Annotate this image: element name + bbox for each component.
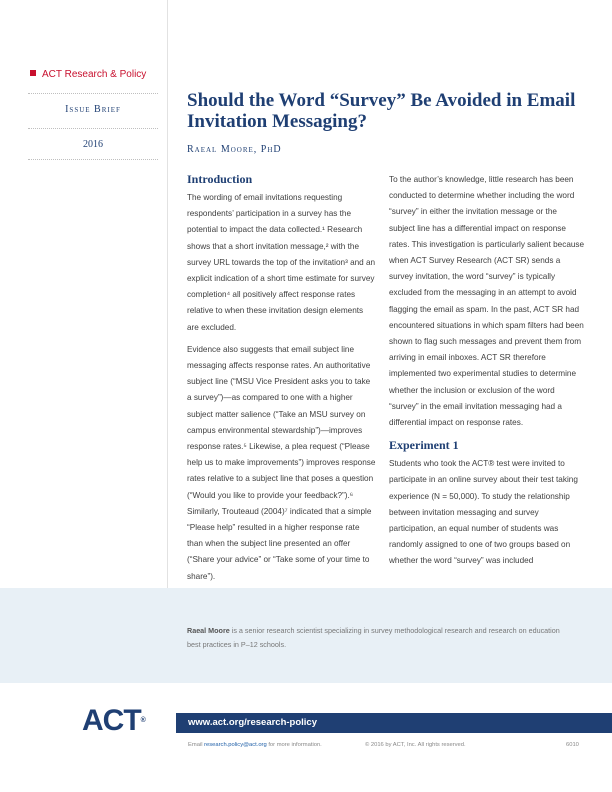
sidebar-divider <box>28 159 158 160</box>
copyright-text: © 2016 by ACT, Inc. All rights reserved. <box>365 742 466 748</box>
brand-label <box>30 69 146 80</box>
bio-text: is a senior research scientist specializing in survey methodological research and research on education best practices in P–12 schools. <box>187 626 560 649</box>
act-logo <box>82 706 146 736</box>
brand-square-icon <box>30 70 36 76</box>
doc-type-label: Issue Brief <box>65 104 121 115</box>
year-label: 2016 <box>83 139 103 150</box>
body-paragraph: To the author’s knowledge, little research has been conducted to determine whether including the word “survey” in either the invitation message or the subject line has a differential impact on response rates. This investigation is particularly salient because when ACT Survey Research (ACT SR) sends a survey invitation, the word “survey” is typically excluded from the messaging in an attempt to avoid flagging the email as spam. In the past, ACT SR had encountered situations in which spam filters had been shown to flag such messages and prevent them from arriving in email inboxes. ACT SR therefore implemented two experimental studies to determine whether the inclusion or exclusion of the word “survey” in the email invitation messaging had a differential impact on response rates. <box>389 175 585 428</box>
section-heading-introduction: Introduction <box>187 172 253 186</box>
website-link[interactable]: www.act.org/research-policy <box>188 717 317 728</box>
section-heading-experiment-1: Experiment 1 <box>389 438 459 453</box>
email-link[interactable]: research.policy@act.org <box>204 742 267 748</box>
document-code: 6010 <box>566 742 579 748</box>
body-paragraph: The wording of email invitations requesting respondents’ participation in a survey has the potential to impact the data collected.¹ Research shows that a short invitation message,² with the survey URL towards the top of the invitation³ and an explicit indication of a short time estimate for survey completion⁴ all positively affect response rates relative to when these invitation design elements are excluded. <box>187 193 376 332</box>
body-paragraph: Evidence also suggests that email subject line messaging affects response rates. An authoritative subject line (“MSU Vice President asks you to take a survey”)—as compared to one with a higher subject matter salience (“Take an MSU survey on campus environmental stewardship”)—improves response rates.⁵ Likewise, a plea request (“Please help us to make improvements”) improves response rates relative to a subject line that poses a question (“Would you like to provide your feedback?”).⁶ Similarly, Trouteaud (2004)⁷ indicated that a simple “Please help” resulted in a higher response rate than when the subject line presented an offer (“Share your advice” or “Take some of your time to share”). <box>187 344 376 581</box>
page-title: Should the Word “Survey” Be Avoided in Email Invitation Messaging? <box>187 90 576 132</box>
brand-text: ACT Research & Policy <box>42 69 147 80</box>
email-line: Email research.policy@act.org for more information. <box>188 742 322 748</box>
right-column <box>389 172 585 576</box>
bio-author-name: Raeal Moore <box>187 626 230 635</box>
author-bio <box>187 624 572 652</box>
logo-registered-mark: ® <box>140 717 146 724</box>
sidebar-divider <box>28 128 158 129</box>
body-paragraph: Students who took the ACT® test were invited to participate in an online survey about their test taking experience (N = 50,000). To study the relationship between invitation messaging and survey participation, an equal number of students was randomly assigned to one of two groups based on whether the word “survey” was included <box>389 459 578 566</box>
author-name: Raeal Moore, PhD <box>187 144 282 155</box>
sidebar-divider <box>28 93 158 94</box>
logo-text: ACT <box>82 704 141 737</box>
sidebar-vertical-rule <box>167 0 168 588</box>
left-column <box>187 171 377 591</box>
